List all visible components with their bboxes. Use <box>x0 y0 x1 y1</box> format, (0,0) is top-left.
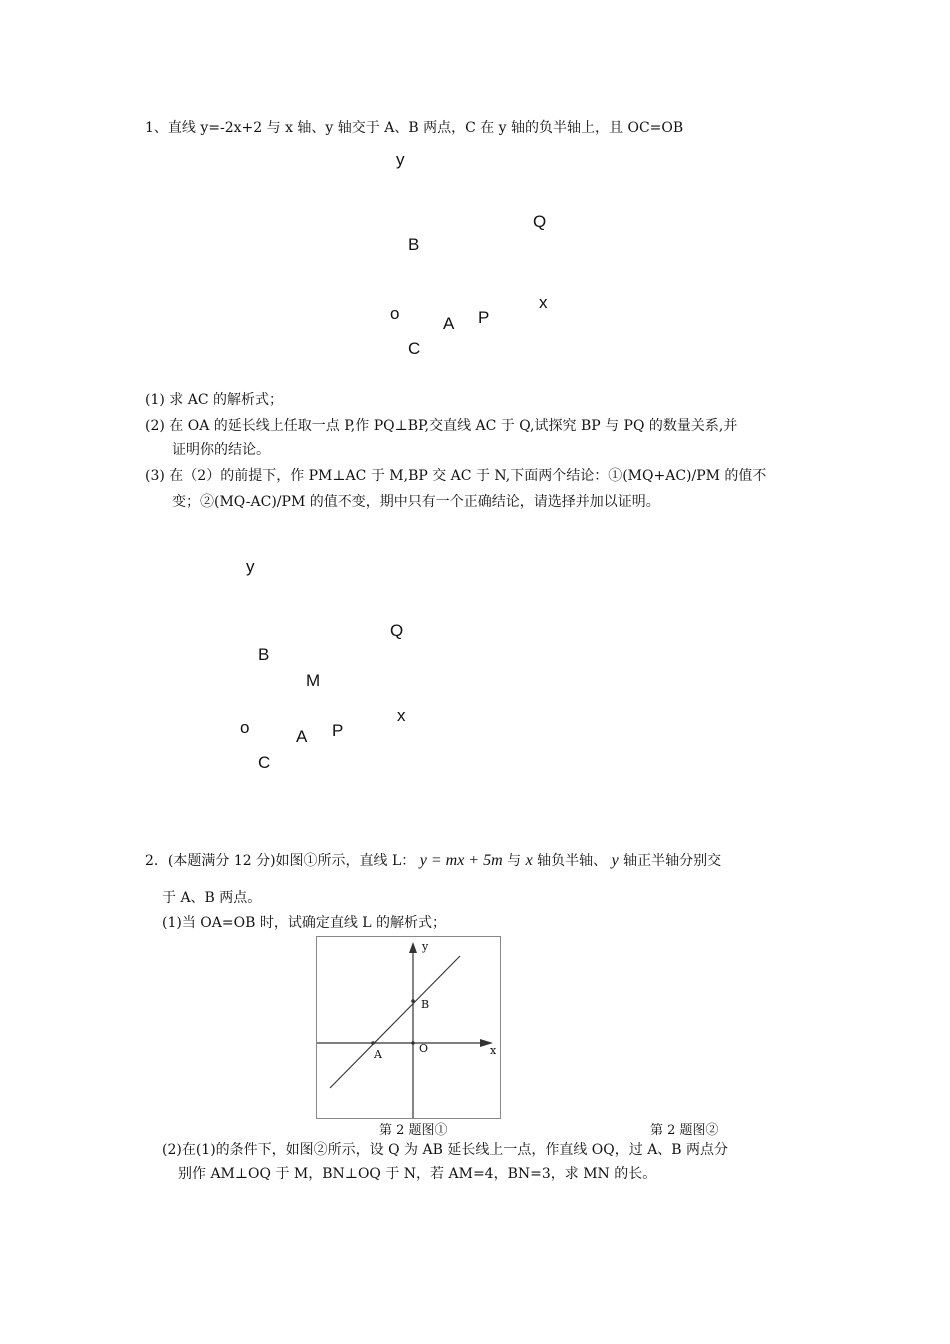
q2-caption-2: 第 2 题图② <box>650 1123 719 1138</box>
fig2-y-label: y <box>246 557 255 576</box>
fig2-x-label: x <box>397 706 406 725</box>
fig1-q-label: Q <box>533 212 547 231</box>
fig1-c-label: C <box>408 339 421 358</box>
q2-sub1: (1)当 OA=OB 时，试确定直线 L 的解析式； <box>162 915 447 931</box>
graph-y-label: y <box>422 940 429 953</box>
q1-sub3-line2: 变；②(MQ-AC)/PM 的值不变，期中只有一个正确结论，请选择并加以证明。 <box>172 494 660 510</box>
fig1-b-label: B <box>408 235 420 254</box>
q2-var-y: y <box>611 852 619 869</box>
fig2-q-label: Q <box>390 621 404 640</box>
line-l <box>330 956 460 1088</box>
fig2-b-label: B <box>258 645 270 664</box>
fig1-o-label: o <box>390 304 400 323</box>
q1-sub2-line2: 证明你的结论。 <box>172 442 270 458</box>
graph-x-label: x <box>490 1044 497 1057</box>
point-b <box>411 999 415 1003</box>
q2-header-prefix: 2．(本题满分 12 分)如图①所示，直线 L： <box>145 853 416 869</box>
q2-graph-svg <box>317 937 500 1118</box>
q1-header: 1、直线 y=-2x+2 与 x 轴、y 轴交于 A、B 两点，C 在 y 轴的负半轴上，且 OC=OB <box>145 120 684 136</box>
q2-header <box>145 851 721 871</box>
fig2-o-label: o <box>240 718 250 737</box>
q1-sub1: (1) 求 AC 的解析式； <box>145 392 284 408</box>
fig2-c-label: C <box>258 753 271 772</box>
q2-header-mid1: 与 <box>507 853 522 869</box>
fig1-a-label: A <box>443 314 455 333</box>
fig1-y-label: y <box>396 150 405 169</box>
fig2-p-label: P <box>332 721 344 740</box>
fig2-m-label: M <box>306 671 321 690</box>
point-o <box>411 1041 415 1045</box>
q2-graph-figure <box>316 936 501 1119</box>
q2-var-x: x <box>525 852 533 869</box>
q2-sub2-line2: 别作 AM⊥OQ 于 M，BN⊥OQ 于 N，若 AM=4，BN=3，求 MN 的长。 <box>178 1166 657 1182</box>
graph-a-label: A <box>374 1048 382 1061</box>
q2-sub2-line1: (2)在(1)的条件下，如图②所示，设 Q 为 AB 延长线上一点，作直线 OQ，过 A、B 两点分 <box>162 1142 729 1158</box>
q1-sub2-line1: (2) 在 OA 的延长线上任取一点 P,作 PQ⊥BP,交直线 AC 于 Q,试探究 BP 与 PQ 的数量关系,并 <box>145 418 738 434</box>
q1-sub3-line1: (3) 在（2）的前提下，作 PM⊥AC 于 M,BP 交 AC 于 N,下面两个结论：①(MQ+AC)/PM 的值不 <box>145 468 767 484</box>
q2-header-suffix: 轴正半轴分别交 <box>623 853 722 869</box>
q2-caption-1: 第 2 题图① <box>379 1123 448 1138</box>
y-axis-arrow <box>409 942 417 953</box>
q2-header-line2: 于 A、B 两点。 <box>162 890 262 906</box>
q2-header-mid2: 轴负半轴、 <box>537 853 608 869</box>
graph-o-label: O <box>419 1042 429 1055</box>
fig2-a-label: A <box>296 727 308 746</box>
point-a <box>371 1041 375 1045</box>
fig1-p-label: P <box>478 308 490 327</box>
graph-b-label: B <box>421 998 430 1011</box>
fig1-x-label: x <box>539 293 548 312</box>
q2-equation: y = mx + 5m <box>419 852 503 869</box>
